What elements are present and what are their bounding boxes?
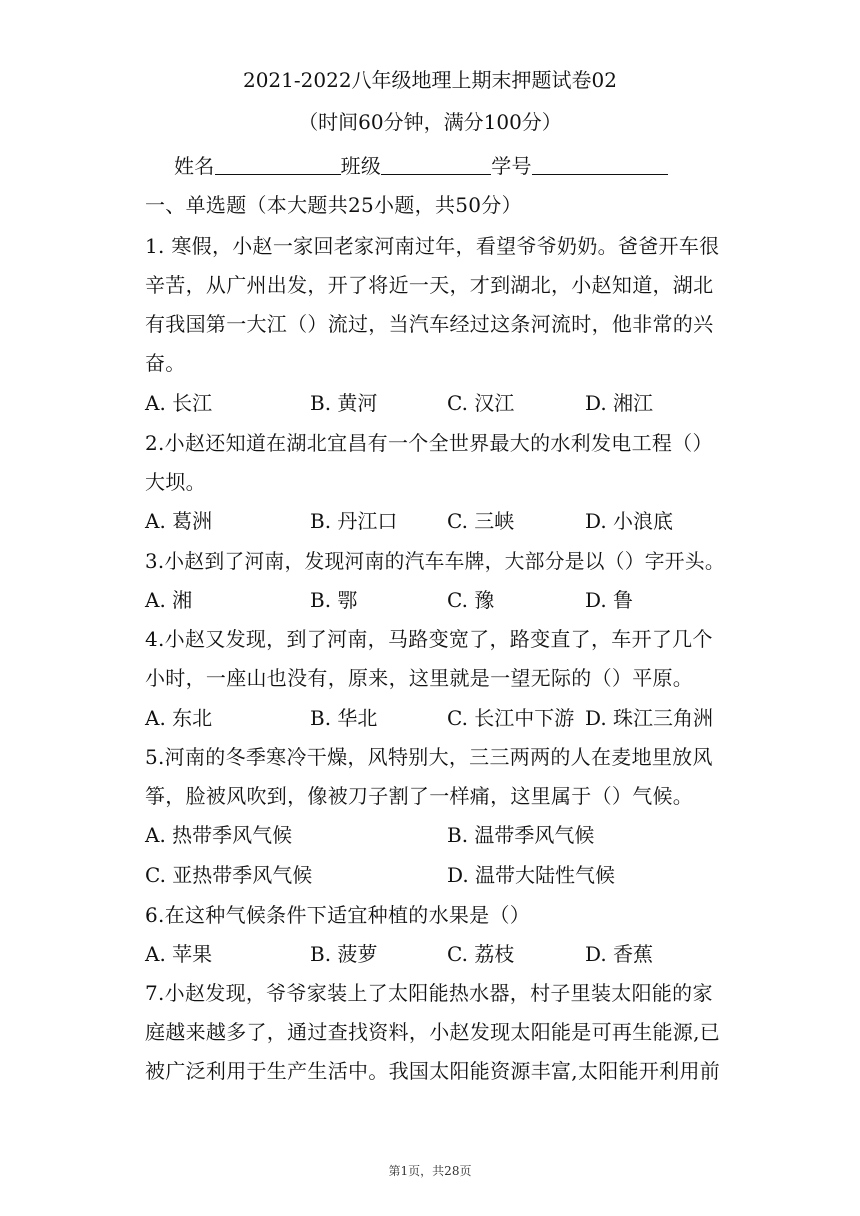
option-a[interactable]: A. 热带季风气候 bbox=[145, 823, 293, 847]
page-number: 第1页，共28页 bbox=[388, 1164, 472, 1178]
section-heading: 一、单选题（本大题共25小题，共50分） bbox=[145, 193, 522, 217]
option-a[interactable]: A. 长江 bbox=[145, 391, 213, 415]
question-text-line: 奋。 bbox=[145, 351, 186, 375]
option-a[interactable]: A. 葛洲 bbox=[145, 509, 213, 533]
option-d[interactable]: D. 小浪底 bbox=[585, 509, 674, 533]
option-c[interactable]: C. 汉江 bbox=[447, 391, 515, 415]
question-text-line: 4.小赵又发现，到了河南，马路变宽了，路变直了，车开了几个 bbox=[145, 627, 713, 651]
option-a[interactable]: A. 湘 bbox=[145, 588, 193, 612]
name-field[interactable] bbox=[215, 152, 341, 175]
question-text-line: 有我国第一大江（）流过，当汽车经过这条河流时，他非常的兴 bbox=[145, 312, 714, 336]
option-d[interactable]: D. 珠江三角洲 bbox=[585, 706, 714, 730]
name-label: 姓名 bbox=[174, 154, 215, 178]
question-text-line: 2.小赵还知道在湖北宜昌有一个全世界最大的水利发电工程（） bbox=[145, 431, 713, 455]
question-text-line: 3.小赵到了河南，发现河南的汽车车牌，大部分是以（）字开头。 bbox=[145, 549, 725, 573]
question-text-line: 大坝。 bbox=[145, 470, 206, 494]
question-text-line: 6.在这种气候条件下适宜种植的水果是（） bbox=[145, 903, 531, 927]
class-label: 班级 bbox=[340, 154, 382, 178]
option-c[interactable]: C. 荔枝 bbox=[447, 942, 515, 966]
option-b[interactable]: B. 温带季风气候 bbox=[447, 823, 595, 847]
option-b[interactable]: B. 菠萝 bbox=[310, 942, 378, 966]
question-text-line: 被广泛利用于生产生活中。我国太阳能资源丰富,太阳能开利用前 bbox=[145, 1059, 721, 1083]
option-b[interactable]: B. 黄河 bbox=[310, 391, 378, 415]
option-d[interactable]: D. 香蕉 bbox=[585, 942, 654, 966]
option-c[interactable]: C. 亚热带季风气候 bbox=[145, 863, 313, 887]
option-b[interactable]: B. 华北 bbox=[310, 706, 378, 730]
question-text-line: 1. 寒假，小赵一家回老家河南过年，看望爷爷奶奶。爸爸开车很 bbox=[145, 234, 720, 258]
question-text-line: 5.河南的冬季寒冷干燥，风特别大，三三两两的人在麦地里放风 bbox=[145, 745, 713, 769]
option-c[interactable]: C. 三峡 bbox=[447, 509, 515, 533]
option-c[interactable]: C. 豫 bbox=[447, 588, 495, 612]
option-a[interactable]: A. 苹果 bbox=[145, 942, 213, 966]
option-b[interactable]: B. 鄂 bbox=[310, 588, 358, 612]
student-info-row bbox=[174, 152, 668, 179]
class-field[interactable] bbox=[381, 152, 491, 175]
id-field[interactable] bbox=[532, 152, 668, 175]
question-text-line: 筝，脸被风吹到，像被刀子割了一样痛，这里属于（）气候。 bbox=[145, 784, 694, 808]
question-text-line: 辛苦，从广州出发，开了将近一天，才到湖北，小赵知道，湖北 bbox=[145, 273, 714, 297]
option-b[interactable]: B. 丹江口 bbox=[310, 509, 398, 533]
exam-title: 2021-2022八年级地理上期末押题试卷02 bbox=[242, 68, 617, 92]
question-text-line: 7.小赵发现，爷爷家装上了太阳能热水器，村子里装太阳能的家 bbox=[145, 981, 713, 1005]
option-d[interactable]: D. 湘江 bbox=[585, 391, 654, 415]
option-d[interactable]: D. 温带大陆性气候 bbox=[447, 863, 616, 887]
option-c[interactable]: C. 长江中下游 bbox=[447, 706, 575, 730]
option-a[interactable]: A. 东北 bbox=[145, 706, 213, 730]
exam-subtitle: （时间60分钟，满分100分） bbox=[298, 110, 562, 134]
option-d[interactable]: D. 鲁 bbox=[585, 588, 634, 612]
id-label: 学号 bbox=[491, 154, 532, 178]
question-text-line: 小时，一座山也没有，原来，这里就是一望无际的（）平原。 bbox=[145, 666, 694, 690]
question-text-line: 庭越来越多了，通过查找资料，小赵发现太阳能是可再生能源,已 bbox=[145, 1020, 721, 1044]
